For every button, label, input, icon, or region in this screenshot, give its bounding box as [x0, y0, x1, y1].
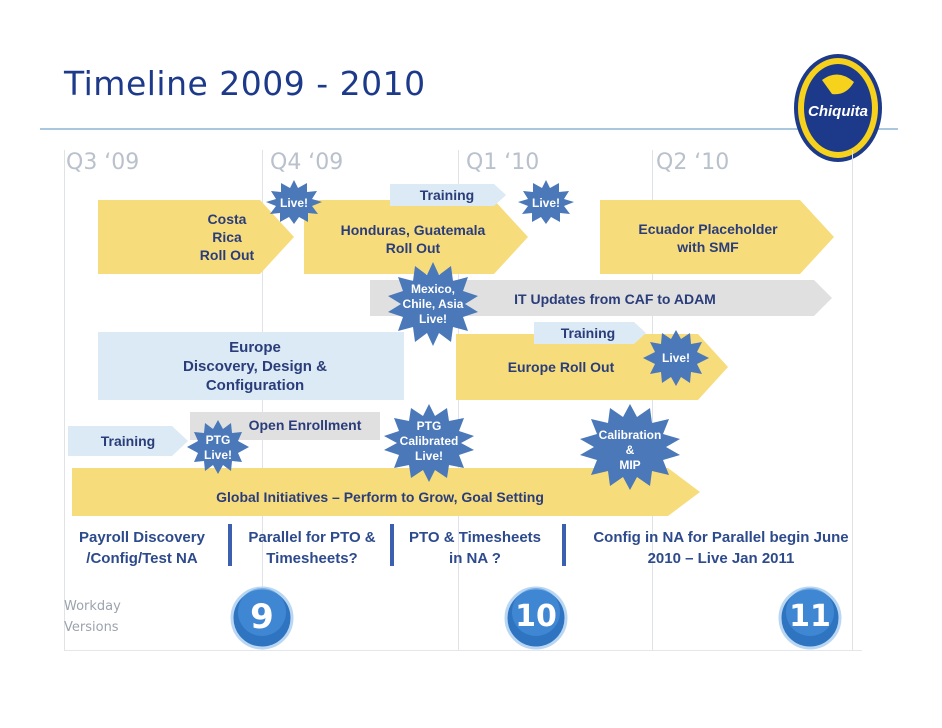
training-label: Training [560, 325, 616, 341]
europe-rollout-label: Europe Roll Out [507, 359, 615, 375]
workday-version-number: 9 [250, 597, 274, 637]
honduras-label: Honduras, Guatemala Roll Out [340, 222, 486, 256]
bottom-parallel-pto: Parallel for PTO & Timesheets? [248, 529, 376, 567]
quarter-q1-10: Q1 ‘10 [466, 150, 540, 175]
ecuador-label: Ecuador Placeholder with SMF [638, 221, 778, 255]
quarter-q4-09: Q4 ‘09 [270, 150, 344, 175]
grid-line [852, 150, 853, 650]
costa-rica-label: Costa Rica Roll Out [199, 211, 255, 263]
mexico-live-star-label: Mexico, Chile, Asia Live! [402, 282, 464, 326]
quarter-q3-09: Q3 ‘09 [66, 150, 140, 175]
bottom-separator [562, 524, 566, 566]
quarter-q2-10: Q2 ‘10 [656, 150, 730, 175]
live-star-label: Live! [531, 196, 560, 210]
bottom-separator [390, 524, 394, 566]
training-label: Training [100, 433, 156, 449]
bottom-config-na: Config in NA for Parallel begin June 2010 – Live Jan 2011 [593, 529, 849, 567]
workday-version-number: 10 [515, 599, 557, 634]
chiquita-logo [792, 52, 884, 164]
training-label: Training [419, 187, 475, 203]
title-divider [40, 128, 898, 130]
bottom-pto-timesheets: PTO & Timesheets in NA ? [409, 529, 541, 567]
workday-version-number: 11 [789, 599, 831, 634]
live-star-label: Live! [661, 351, 690, 365]
bottom-payroll-discovery: Payroll Discovery /Config/Test NA [79, 529, 205, 567]
calibration-star-label: Calibration & MIP [598, 428, 662, 472]
bottom-separator [228, 524, 232, 566]
open-enrollment-label: Open Enrollment [248, 417, 362, 433]
ptg-calibrated-star-label: PTG Calibrated Live! [399, 419, 459, 463]
it-updates-label: IT Updates from CAF to ADAM [514, 291, 716, 307]
page-title: Timeline 2009 - 2010 [64, 64, 426, 103]
svg-text:Chiquita: Chiquita [808, 103, 868, 120]
grid-line [64, 150, 65, 650]
global-initiatives-label: Global Initiatives – Perform to Grow, Goal Setting [216, 489, 544, 505]
grid-baseline [64, 650, 862, 651]
live-star-label: Live! [279, 196, 308, 210]
ptg-live-star-label: PTG Live! [203, 433, 232, 462]
workday-versions-label: Workday Versions [64, 599, 121, 635]
europe-discovery-label: Europe Discovery, Design & Configuration [183, 339, 327, 394]
